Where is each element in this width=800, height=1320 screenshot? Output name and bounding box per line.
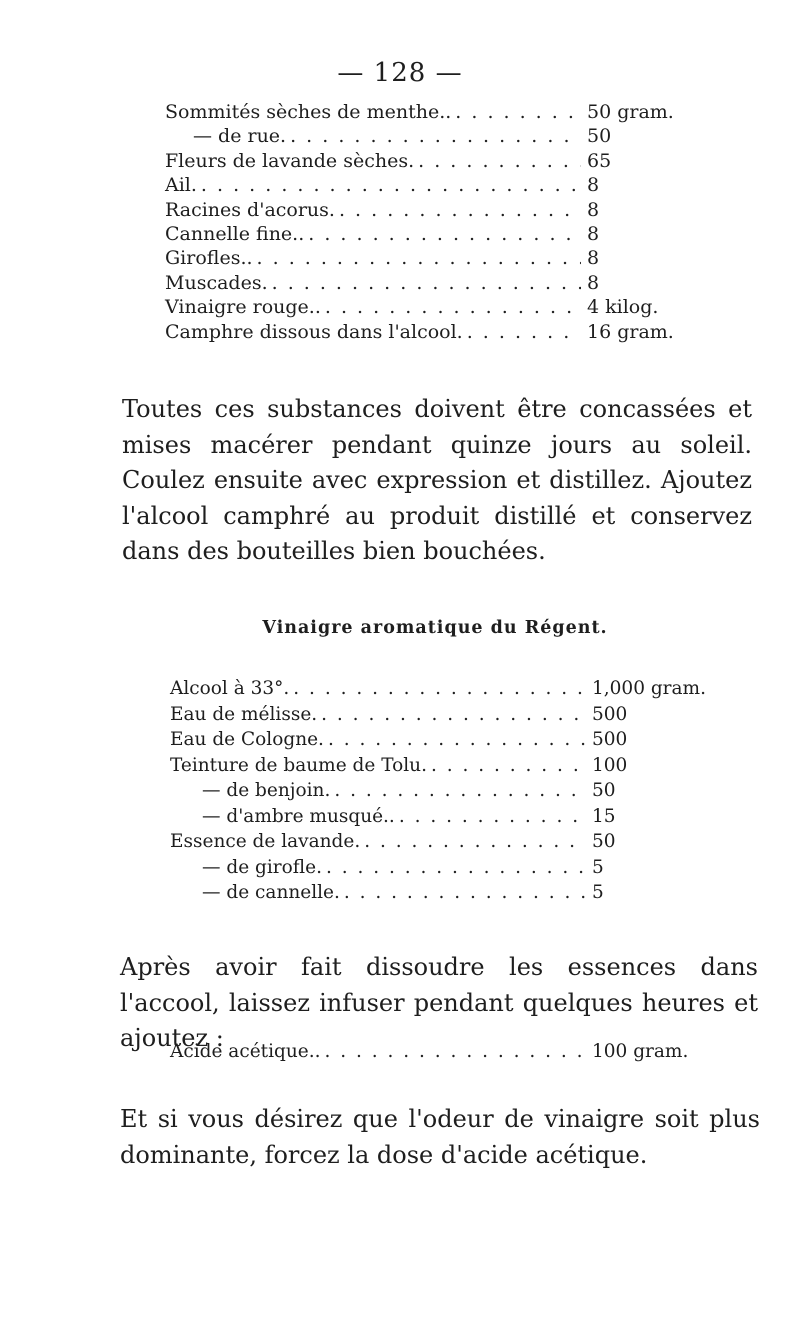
ingredient-name: Eau de mélisse.: [170, 703, 318, 725]
ingredient-quantity: 500: [592, 703, 628, 725]
ingredient-quantity: 50: [592, 780, 616, 801]
ingredient-name: Ail.: [165, 174, 197, 197]
list-item: [170, 702, 710, 728]
ingredient-name: — d'ambre musqué..: [202, 805, 395, 827]
ingredient-name: Camphre dissous dans l'alcool.: [165, 320, 463, 343]
list-item: [165, 222, 705, 246]
ingredient-name: Vinaigre rouge..: [165, 296, 321, 319]
ingredient-name: Muscades.: [165, 271, 268, 294]
ingredient-quantity: 8: [587, 271, 600, 294]
ingredient-quantity: 500: [592, 729, 628, 750]
ingredient-quantity: 15: [592, 805, 616, 827]
ingredient-quantity: 50: [592, 831, 616, 852]
ingredient-quantity: 5: [592, 882, 604, 903]
ingredient-name: Essence de lavande.: [170, 831, 361, 852]
ingredient-quantity: 5: [592, 856, 604, 878]
ingredient-quantity: 8: [587, 198, 600, 221]
ingredient-quantity: 65: [587, 149, 612, 172]
ingredient-name: — de rue.: [193, 125, 287, 148]
ingredient-name: Eau de Cologne.: [170, 729, 324, 750]
list-item: [165, 124, 705, 148]
ingredient-name: Acide acétique..: [170, 1041, 321, 1062]
list-item: [170, 753, 710, 779]
ingredient-name: — de benjoin.: [202, 780, 331, 801]
ingredient-quantity: 1,000 gram.: [592, 678, 706, 699]
ingredient-quantity: 8: [587, 247, 600, 270]
instructions-paragraph: Après avoir fait dissoudre les essences dans l'accool, laissez infuser pendant quelques heures et ajoutez :: [120, 953, 758, 1052]
ingredient-list-2: [170, 676, 710, 906]
list-item: [165, 100, 705, 124]
list-item: [170, 676, 710, 702]
list-item: [170, 829, 710, 855]
ingredient-quantity: 50: [587, 125, 612, 148]
instructions-paragraph: Et si vous désirez que l'odeur de vinaigre soit plus dominante, forcez la dose d'acide acétique.: [120, 1105, 760, 1169]
ingredient-list-1: [165, 100, 705, 344]
list-item: [170, 855, 710, 881]
ingredient-quantity: 100 gram.: [592, 1041, 689, 1062]
ingredient-name: Girofles..: [165, 247, 253, 270]
ingredient-quantity: 100: [592, 754, 628, 776]
recipe-heading: Vinaigre aromatique du Régent.: [262, 618, 608, 638]
list-item: [165, 271, 705, 295]
ingredient-list-3: [170, 1040, 710, 1064]
ingredient-name: — de girofle.: [202, 856, 322, 878]
list-item: [165, 149, 705, 173]
ingredient-name: Fleurs de lavande sèches.: [165, 149, 415, 172]
ingredient-quantity: 8: [587, 222, 600, 245]
page-number: — 128 —: [337, 58, 463, 88]
list-item: [165, 320, 705, 344]
ingredient-quantity: 4 kilog.: [587, 296, 659, 319]
list-item: [165, 173, 705, 197]
list-item: [165, 295, 705, 319]
ingredient-name: Teinture de baume de Tolu.: [170, 754, 427, 776]
list-item: [165, 198, 705, 222]
list-item: [170, 880, 710, 906]
list-item: [170, 727, 710, 753]
list-item: [170, 804, 710, 830]
ingredient-name: Alcool à 33°.: [170, 678, 290, 699]
ingredient-name: — de cannelle.: [202, 882, 340, 903]
list-item: [170, 778, 710, 804]
list-item: [170, 1040, 710, 1064]
ingredient-name: Cannelle fine..: [165, 222, 305, 245]
instructions-paragraph: Toutes ces substances doivent être concassées et mises macérer pendant quinze jours au soleil. Coulez ensuite avec expression et distillez. Ajoutez l'alcool camphré au produit distillé et conservez dans des bouteilles bien bouchées.: [122, 395, 752, 565]
ingredient-name: Sommités sèches de menthe..: [165, 101, 452, 123]
ingredient-quantity: 50 gram.: [587, 101, 674, 123]
ingredient-quantity: 16 gram.: [587, 320, 674, 343]
ingredient-quantity: 8: [587, 174, 600, 197]
list-item: [165, 246, 705, 270]
ingredient-name: Racines d'acorus.: [165, 198, 335, 221]
